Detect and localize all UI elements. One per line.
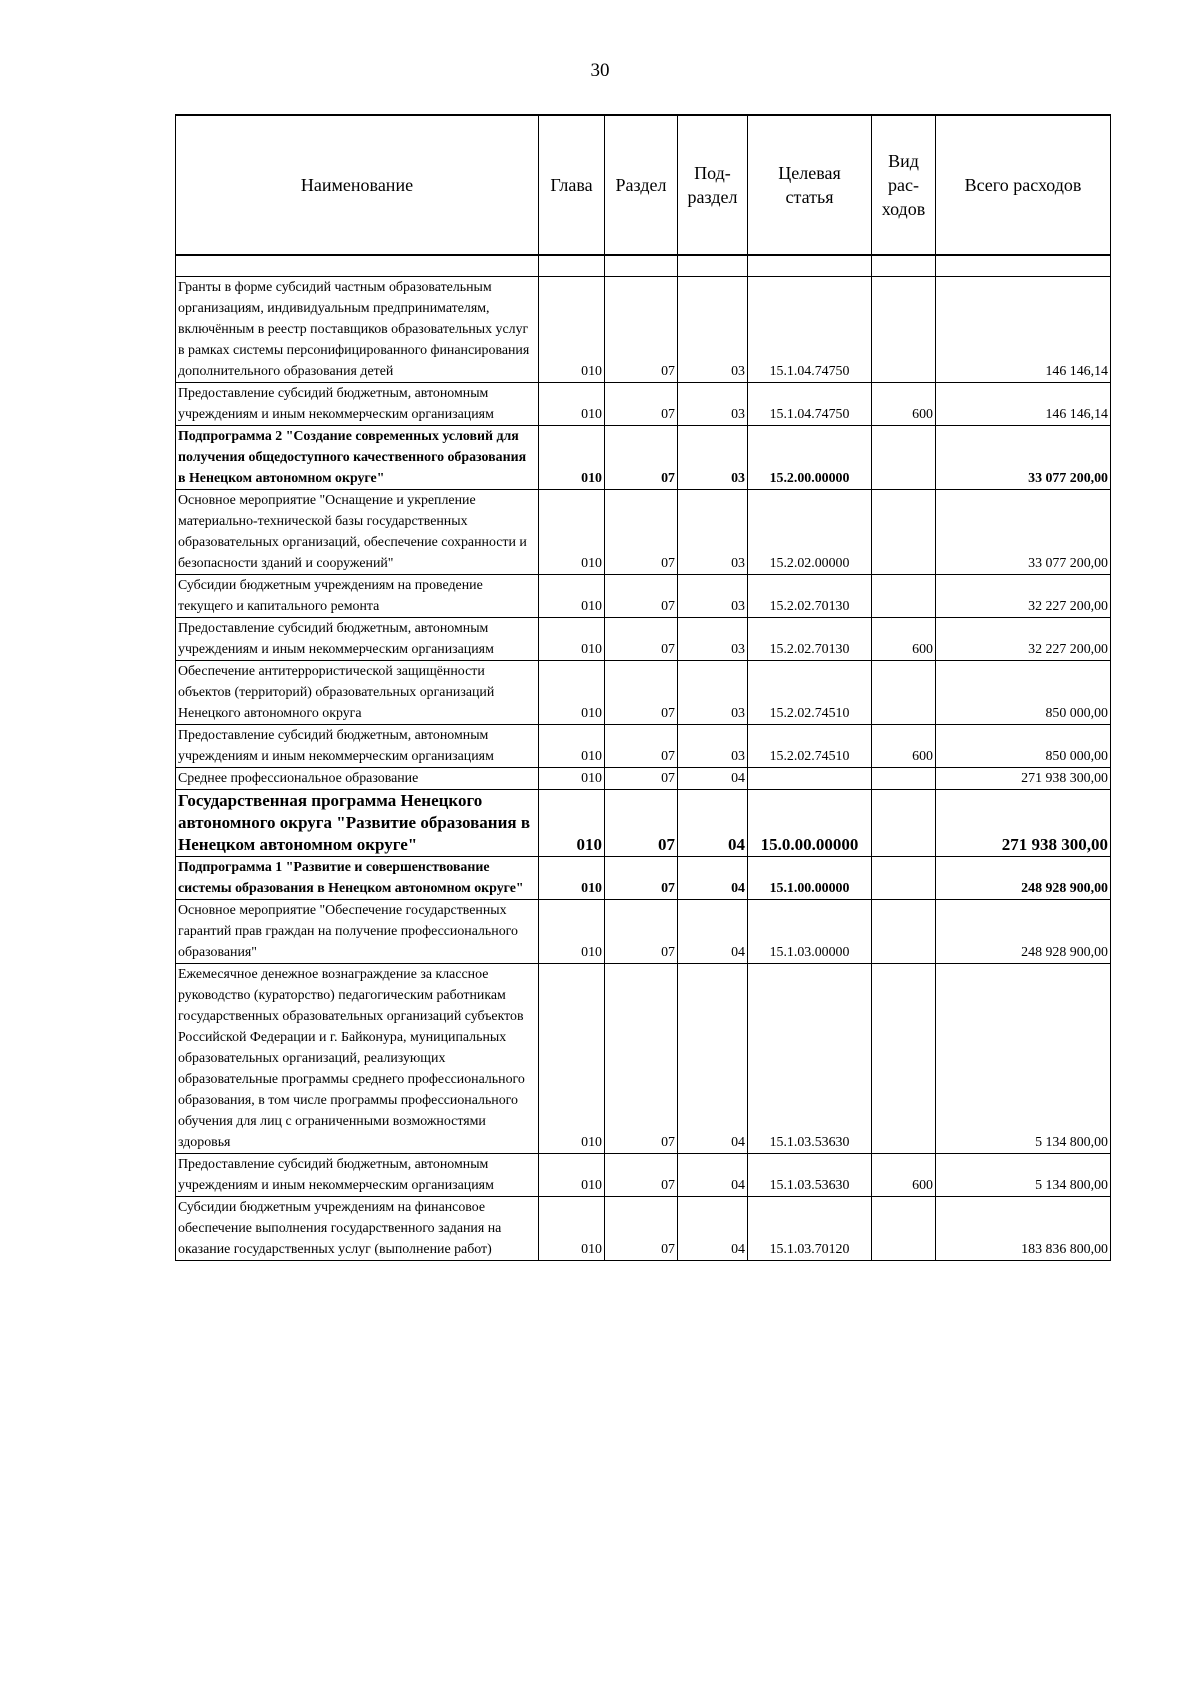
table-body — [176, 255, 1111, 1261]
cell-vid — [872, 900, 936, 964]
cell-glava: 010 — [539, 575, 605, 618]
cell-name: Гранты в форме субсидий частным образовательным организациям, индивидуальным предпринимателям, включённым в реестр поставщиков образовательных услуг в рамках системы персонифицированного финансирования дополнительного образования детей — [176, 277, 539, 383]
cell-podrazdel: 04 — [678, 900, 748, 964]
cell-razdel: 07 — [605, 900, 678, 964]
table-row — [176, 1197, 1111, 1261]
table-row — [176, 725, 1111, 768]
cell-total: 183 836 800,00 — [936, 1197, 1111, 1261]
cell-total: 146 146,14 — [936, 383, 1111, 426]
cell-podrazdel: 03 — [678, 490, 748, 575]
cell-razdel: 07 — [605, 1154, 678, 1197]
budget-table — [175, 114, 1111, 1261]
cell-glava: 010 — [539, 490, 605, 575]
cell-glava: 010 — [539, 661, 605, 725]
cell-total: 248 928 900,00 — [936, 857, 1111, 900]
table-row — [176, 900, 1111, 964]
cell-name: Предоставление субсидий бюджетным, автономным учреждениям и иным некоммерческим организациям — [176, 383, 539, 426]
cell-name: Подпрограмма 1 "Развитие и совершенствование системы образования в Ненецком автономном округе" — [176, 857, 539, 900]
table-row — [176, 661, 1111, 725]
table-row — [176, 490, 1111, 575]
cell-tselevaya: 15.1.00.00000 — [748, 857, 872, 900]
cell-podrazdel: 03 — [678, 575, 748, 618]
cell-razdel: 07 — [605, 426, 678, 490]
cell-vid — [872, 1197, 936, 1261]
cell-razdel: 07 — [605, 790, 678, 857]
cell-vid: 600 — [872, 383, 936, 426]
cell-glava: 010 — [539, 900, 605, 964]
header-name: Наименование — [176, 115, 539, 255]
header-vid: Вид рас- ходов — [872, 115, 936, 255]
cell-tselevaya: 15.2.02.74510 — [748, 725, 872, 768]
cell-name: Подпрограмма 2 "Создание современных условий для получения общедоступного качественного образования в Ненецком автономном округе" — [176, 426, 539, 490]
cell-name: Субсидии бюджетным учреждениям на проведение текущего и капитального ремонта — [176, 575, 539, 618]
cell-podrazdel: 04 — [678, 1154, 748, 1197]
header-podrazdel: Под- раздел — [678, 115, 748, 255]
cell-tselevaya: 15.1.04.74750 — [748, 383, 872, 426]
cell-razdel: 07 — [605, 618, 678, 661]
header-gap-row — [176, 255, 1111, 277]
cell-podrazdel: 03 — [678, 277, 748, 383]
table-row — [176, 383, 1111, 426]
cell-name: Среднее профессиональное образование — [176, 768, 539, 790]
header-row — [176, 115, 1111, 255]
cell-vid: 600 — [872, 1154, 936, 1197]
cell-glava: 010 — [539, 277, 605, 383]
cell-tselevaya: 15.1.03.53630 — [748, 964, 872, 1154]
cell-glava: 010 — [539, 964, 605, 1154]
cell-total: 850 000,00 — [936, 661, 1111, 725]
cell-tselevaya: 15.2.00.00000 — [748, 426, 872, 490]
cell-total: 271 938 300,00 — [936, 768, 1111, 790]
cell-tselevaya: 15.2.02.74510 — [748, 661, 872, 725]
cell-podrazdel: 03 — [678, 661, 748, 725]
cell-glava: 010 — [539, 426, 605, 490]
header-total: Всего расходов — [936, 115, 1111, 255]
cell-razdel: 07 — [605, 661, 678, 725]
cell-vid — [872, 768, 936, 790]
cell-name: Основное мероприятие "Оснащение и укрепление материально-технической базы государственных образовательных организаций, обеспечение сохранности и безопасности зданий и сооружений" — [176, 490, 539, 575]
cell-glava: 010 — [539, 383, 605, 426]
cell-razdel: 07 — [605, 768, 678, 790]
cell-podrazdel: 04 — [678, 1197, 748, 1261]
cell-razdel: 07 — [605, 857, 678, 900]
cell-vid — [872, 490, 936, 575]
cell-razdel: 07 — [605, 490, 678, 575]
cell-vid — [872, 857, 936, 900]
cell-glava: 010 — [539, 725, 605, 768]
cell-total: 850 000,00 — [936, 725, 1111, 768]
cell-glava: 010 — [539, 1197, 605, 1261]
cell-glava: 010 — [539, 768, 605, 790]
cell-vid — [872, 277, 936, 383]
cell-razdel: 07 — [605, 725, 678, 768]
cell-podrazdel: 04 — [678, 790, 748, 857]
cell-tselevaya: 15.1.04.74750 — [748, 277, 872, 383]
cell-razdel: 07 — [605, 964, 678, 1154]
table-row — [176, 575, 1111, 618]
cell-vid: 600 — [872, 725, 936, 768]
table-row — [176, 768, 1111, 790]
table-row — [176, 1154, 1111, 1197]
cell-tselevaya: 15.1.03.70120 — [748, 1197, 872, 1261]
cell-total: 32 227 200,00 — [936, 618, 1111, 661]
cell-total: 5 134 800,00 — [936, 964, 1111, 1154]
cell-podrazdel: 04 — [678, 857, 748, 900]
cell-name: Основное мероприятие "Обеспечение государственных гарантий прав граждан на получение профессионального образования" — [176, 900, 539, 964]
cell-total: 33 077 200,00 — [936, 490, 1111, 575]
cell-total: 32 227 200,00 — [936, 575, 1111, 618]
cell-vid — [872, 426, 936, 490]
cell-total: 271 938 300,00 — [936, 790, 1111, 857]
cell-podrazdel: 03 — [678, 426, 748, 490]
table-row — [176, 790, 1111, 857]
table-row — [176, 426, 1111, 490]
cell-razdel: 07 — [605, 575, 678, 618]
cell-vid — [872, 790, 936, 857]
cell-glava: 010 — [539, 1154, 605, 1197]
table-row — [176, 618, 1111, 661]
cell-total: 33 077 200,00 — [936, 426, 1111, 490]
cell-razdel: 07 — [605, 383, 678, 426]
table-row — [176, 964, 1111, 1154]
header-glava: Глава — [539, 115, 605, 255]
cell-vid — [872, 661, 936, 725]
header-tselevaya: Целевая статья — [748, 115, 872, 255]
cell-name: Предоставление субсидий бюджетным, автономным учреждениям и иным некоммерческим организациям — [176, 618, 539, 661]
cell-podrazdel: 03 — [678, 383, 748, 426]
cell-vid — [872, 575, 936, 618]
cell-vid: 600 — [872, 618, 936, 661]
cell-total: 248 928 900,00 — [936, 900, 1111, 964]
cell-tselevaya: 15.2.02.70130 — [748, 575, 872, 618]
cell-glava: 010 — [539, 790, 605, 857]
header-razdel: Раздел — [605, 115, 678, 255]
cell-glava: 010 — [539, 857, 605, 900]
cell-tselevaya — [748, 768, 872, 790]
cell-name: Субсидии бюджетным учреждениям на финансовое обеспечение выполнения государственного задания на оказание государственных услуг (выполнение работ) — [176, 1197, 539, 1261]
cell-podrazdel: 03 — [678, 725, 748, 768]
cell-name: Предоставление субсидий бюджетным, автономным учреждениям и иным некоммерческим организациям — [176, 1154, 539, 1197]
cell-name: Обеспечение антитеррористической защищённости объектов (территорий) образовательных организаций Ненецкого автономного округа — [176, 661, 539, 725]
table-row — [176, 857, 1111, 900]
cell-name: Ежемесячное денежное вознаграждение за классное руководство (кураторство) педагогическим работникам государственных образовательных организаций субъектов Российской Федерации и г. Байконура, муниципальных образовательных организаций, реализующих образовательные программы среднего профессионального образования, в том числе программы профессионального обучения для лиц с ограниченными возможностями здоровья — [176, 964, 539, 1154]
cell-name: Предоставление субсидий бюджетным, автономным учреждениям и иным некоммерческим организациям — [176, 725, 539, 768]
table-row — [176, 277, 1111, 383]
cell-tselevaya: 15.2.02.00000 — [748, 490, 872, 575]
page-number: 30 — [590, 60, 610, 81]
cell-vid — [872, 964, 936, 1154]
cell-total: 146 146,14 — [936, 277, 1111, 383]
cell-podrazdel: 04 — [678, 964, 748, 1154]
cell-tselevaya: 15.0.00.00000 — [748, 790, 872, 857]
cell-tselevaya: 15.2.02.70130 — [748, 618, 872, 661]
cell-glava: 010 — [539, 618, 605, 661]
cell-razdel: 07 — [605, 1197, 678, 1261]
cell-podrazdel: 03 — [678, 618, 748, 661]
cell-razdel: 07 — [605, 277, 678, 383]
cell-tselevaya: 15.1.03.00000 — [748, 900, 872, 964]
cell-name: Государственная программа Ненецкого автономного округа "Развитие образования в Ненецком автономном округе" — [176, 790, 539, 857]
cell-podrazdel: 04 — [678, 768, 748, 790]
cell-tselevaya: 15.1.03.53630 — [748, 1154, 872, 1197]
cell-total: 5 134 800,00 — [936, 1154, 1111, 1197]
